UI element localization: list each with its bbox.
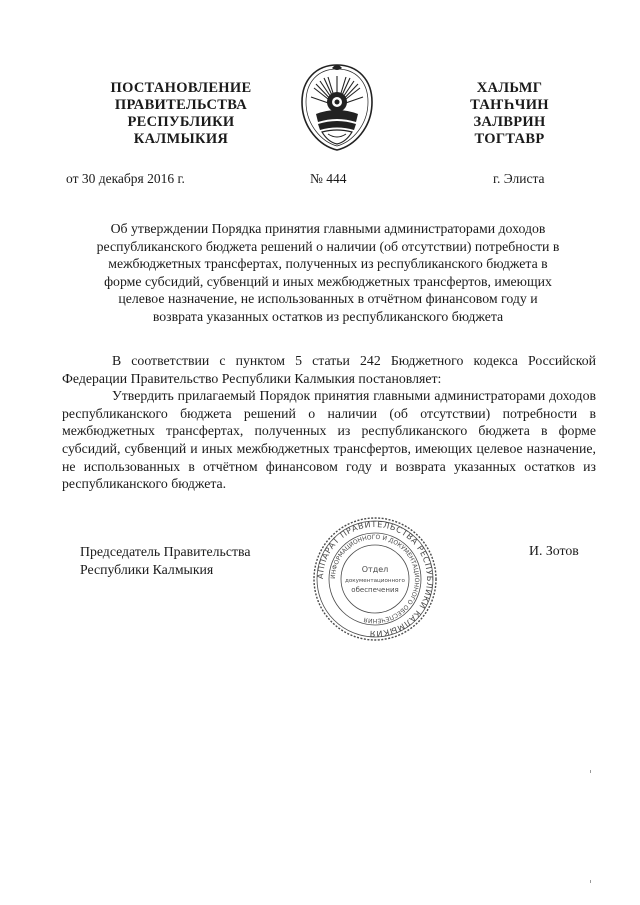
header-left-line: КАЛМЫКИЯ — [133, 131, 229, 147]
kalmykia-emblem-icon — [298, 62, 376, 152]
decree-city: г. Элиста — [493, 171, 545, 186]
header-right-line: ЗАЛВРИН — [473, 114, 546, 130]
signatory-title — [80, 543, 250, 578]
decree-number: № 444 — [310, 171, 347, 186]
scan-speck — [590, 880, 591, 883]
signatory-name: И. Зотов — [529, 543, 579, 558]
subject-line: республиканского бюджета решений о наличии (об отсутствии) потребности в — [96, 238, 560, 254]
stamp-inner-text: ИНФОРМАЦИОННОГО И ДОКУМЕНТАЦИОННОГО ОБЕСПЕЧЕНИЯ — [329, 533, 421, 625]
stamp-center-line: Отдел — [361, 565, 389, 574]
signatory-title-line: Республики Калмыкия — [80, 561, 214, 577]
subject-line: межбюджетных трансфертах, полученных из республиканского бюджета в — [108, 256, 548, 272]
signatory-title-line: Председатель Правительства — [80, 544, 251, 559]
office-stamp — [312, 516, 438, 642]
subject-line: Об утверждении Порядка принятия главными администраторами доходов — [110, 221, 546, 236]
stamp-center-line: обеспечения — [351, 586, 399, 594]
subject-line: форме субсидий, субвенций и иных межбюджетных трансфертов, имеющих — [104, 273, 552, 289]
header-left-title — [96, 80, 266, 148]
scan-speck — [590, 770, 591, 773]
body-paragraph-resolution: Утвердить прилагаемый Порядок принятия главными администраторами доходов республиканского бюджета решений о наличии (об отсутствии) потребности в межбюджетных трансфертах, полученных из республиканского бюджета в форме субсидий, субвенций и иных межбюджетных трансфертов, имеющих целевое назначение, не использованных в отчётном финансовом году и возврата указанных остатков из республиканского бюджета. — [62, 388, 596, 492]
header-right-title — [452, 80, 567, 148]
decree-date: от 30 декабря 2016 г. — [66, 171, 185, 186]
header-left-line: РЕСПУБЛИКИ — [127, 114, 235, 130]
decree-body — [62, 352, 596, 493]
stamp-center-line: документационного — [345, 578, 405, 584]
header-right-line: ТОГТАВР — [474, 131, 545, 147]
decree-subject — [62, 220, 594, 326]
body-paragraph-preamble: В соответствии с пунктом 5 статьи 242 Бюджетного кодекса Российской Федерации Правительство Республики Калмыкия постановляет: — [62, 353, 596, 386]
subject-line: возврата указанных остатков из республиканского бюджета — [152, 308, 504, 324]
header-right-line: ХАЛЬМГ — [476, 80, 543, 96]
header-left-line: ПОСТАНОВЛЕНИЕ — [110, 80, 252, 96]
header-right-line: ТАҤҺЧИН — [470, 97, 549, 113]
stamp-outer-text: АППАРАТ ПРАВИТЕЛЬСТВА РЕСПУБЛИКИ КАЛМЫКИЯ — [314, 518, 436, 640]
header-left-line: ПРАВИТЕЛЬСТВА — [114, 97, 248, 113]
subject-line: целевое назначение, не использованных в отчётном финансовом году и — [118, 291, 538, 307]
